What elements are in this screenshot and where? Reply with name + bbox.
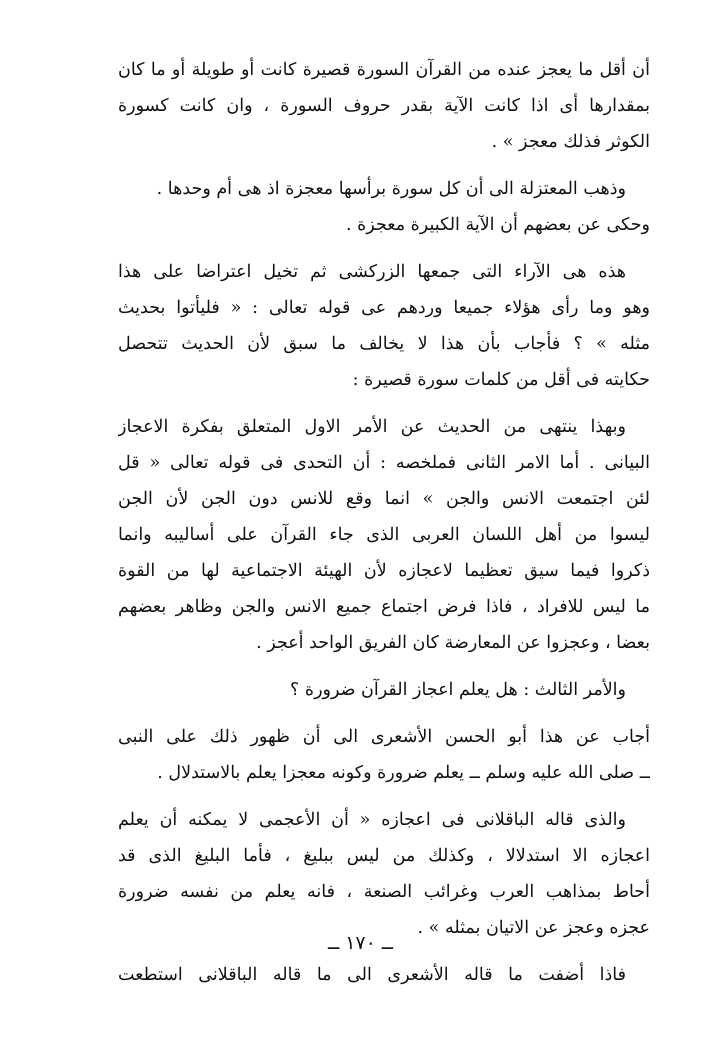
text-line: وحكى عن بعضهم أن الآية الكبيرة معجزة . [346, 215, 650, 235]
text-line: أجاب عن هذا أبو الحسن الأشعرى الى أن ظهور ذلك على النبى [118, 727, 650, 747]
text-line: ما ليس للافراد ، فاذا فرض اجتماع جميع الانس والجن وظاهر بعضهم [118, 597, 650, 617]
paragraph-2 [118, 171, 650, 243]
paragraph-8 [118, 957, 650, 993]
text-line: هذه هى الآراء التى جمعها الزركشى ثم تخيل اعتراضا على هذا [118, 262, 626, 282]
text-line: بمقدارها أى اذا كانت الآية بقدر حروف السورة ، وان كانت كسورة [118, 96, 650, 116]
paragraph-1 [118, 52, 650, 160]
text-line: بعضا ، وعجزوا عن المعارضة كان الفريق الواحد أعجز . [256, 633, 650, 653]
text-line: وبهذا ينتهى من الحديث عن الأمر الاول المتعلق بفكرة الاعجاز [118, 417, 626, 437]
text-line: الكوثر فذلك معجز » . [491, 132, 650, 152]
text-line: أحاط بمذاهب العرب وغرائب الصنعة ، فانه يعلم من نفسه ضرورة [118, 882, 650, 902]
paragraph-3 [118, 254, 650, 398]
text-line: ذكروا فيما سيق تعظيما لاعجازه لأن الهيئة الاجتماعية لها من القوة [118, 561, 650, 581]
paragraph-5 [118, 672, 650, 708]
text-line: عجزه وعجز عن الاتيان بمثله » . [417, 918, 650, 938]
paragraph-6 [118, 719, 650, 791]
text-line: وهو وما رأى هؤلاء جميعا وردهم عى قوله تعالى : « فليأتوا بحديث [118, 298, 650, 318]
text-line: والأمر الثالث : هل يعلم اعجاز القرآن ضرورة ؟ [290, 680, 626, 700]
text-line: والذى قاله الباقلانى فى اعجازه « أن الأعجمى لا يمكنه أن يعلم [118, 810, 626, 830]
text-line: فاذا أضفت ما قاله الأشعرى الى ما قاله الباقلانى استطعت [118, 965, 626, 985]
page-number: ــ ١٧٠ ــ [328, 932, 393, 954]
text-line: ليسوا من أهل اللسان العربى الذى جاء القرآن على أساليبه وانما [118, 525, 650, 545]
text-line: اعجازه الا استدلالا ، وكذلك من ليس ببليغ ، فأما البليغ الذى قد [118, 846, 650, 866]
body-text [118, 52, 650, 1004]
text-line: حكايته فى أقل من كلمات سورة قصيرة : [352, 370, 650, 390]
text-line: وذهب المعتزلة الى أن كل سورة برأسها معجزة اذ هى أم وحدها . [156, 179, 626, 199]
text-line: ــ صلى الله عليه وسلم ــ يعلم ضرورة وكونه معجزا يعلم بالاستدلال . [157, 763, 650, 783]
text-line: مثله » ؟ فأجاب بأن هذا لا يخالف ما سبق لأن الحديث تتحصل [118, 334, 650, 354]
text-line: البيانى . أما الامر الثانى فملخصه : أن التحدى فى قوله تعالى « قل [118, 453, 650, 473]
paragraph-7 [118, 802, 650, 946]
text-line: أن أقل ما يعجز عنده من القرآن السورة قصيرة كانت أو طويلة أو ما كان [118, 60, 650, 80]
text-line: لئن اجتمعت الانس والجن » انما وقع للانس دون الجن لأن الجن [118, 489, 650, 509]
paragraph-4 [118, 409, 650, 661]
